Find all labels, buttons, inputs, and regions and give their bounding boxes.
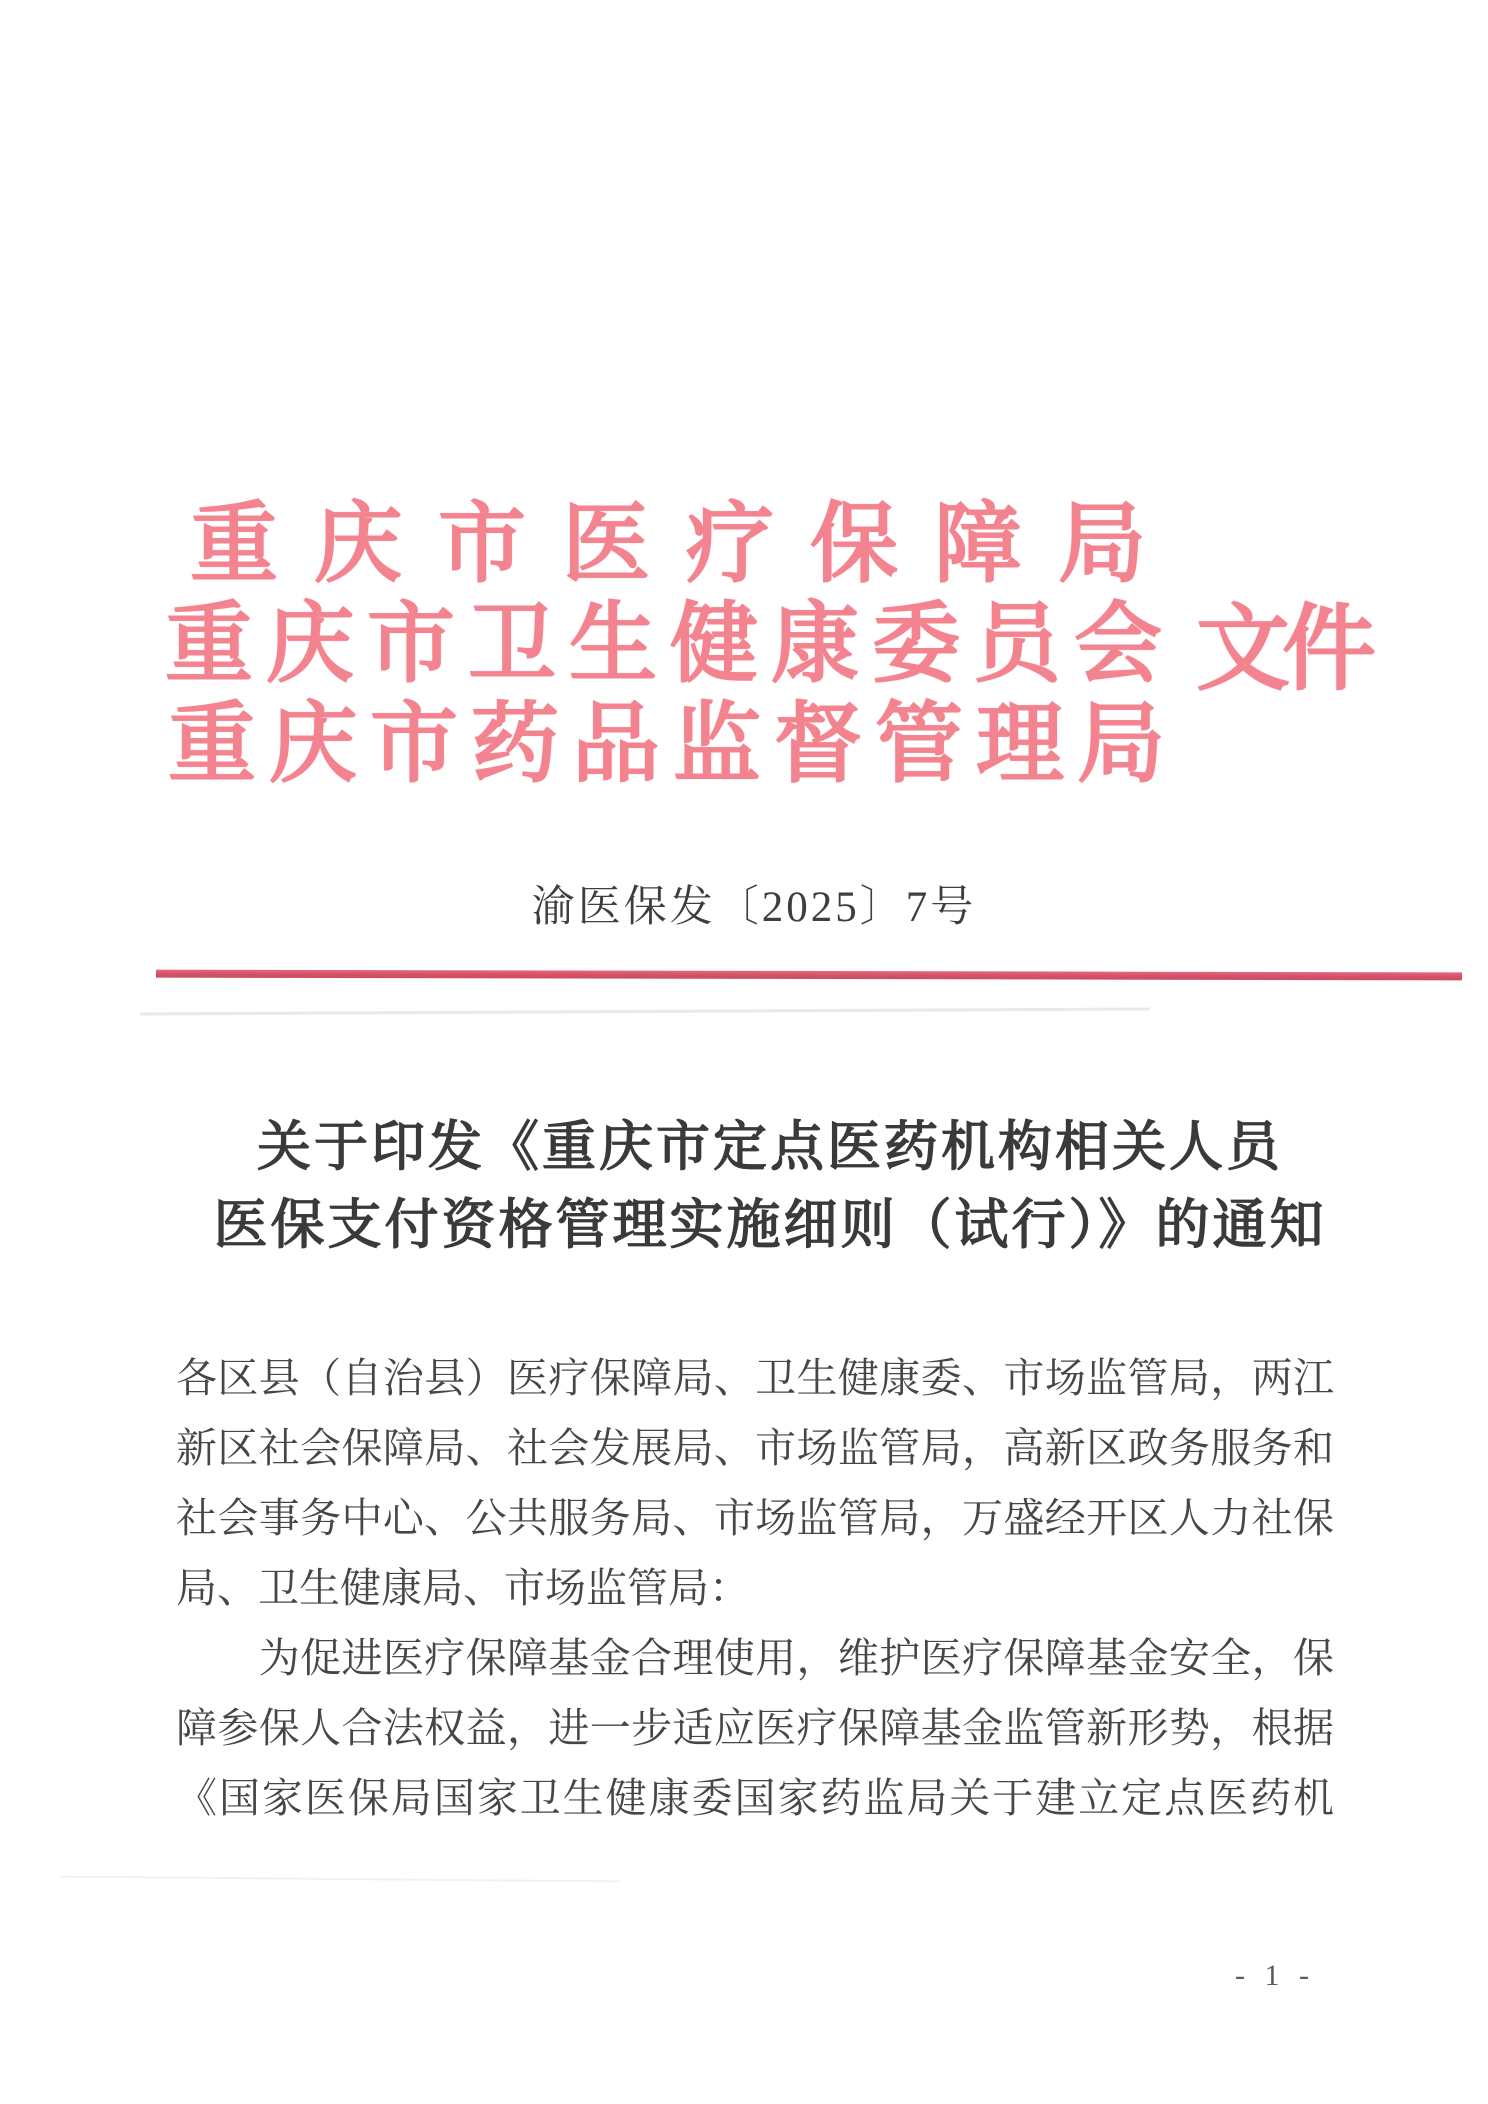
- document-body: [176, 1343, 1334, 1833]
- letterhead-agency-2: 重庆市卫生健康委员会: [165, 597, 1176, 694]
- body-line-4: 局、卫生健康局、市场监管局：: [176, 1565, 750, 1611]
- body-line-1: 各区县（自治县）医疗保障局、卫生健康委、市场监管局，两江: [176, 1355, 1334, 1401]
- letterhead-document-word: 文件: [1196, 598, 1369, 702]
- scan-artifact-line-2: [60, 1876, 620, 1883]
- body-line-7: 《国家医保局国家卫生健康委国家药监局关于建立定点医药机: [176, 1775, 1334, 1821]
- document-reference-number: 渝医保发〔2025〕7号: [531, 884, 977, 931]
- body-line-6: 障参保人合法权益，进一步适应医疗保障基金监管新形势，根据: [176, 1705, 1334, 1751]
- body-line-2: 新区社会保障局、社会发展局、市场监管局，高新区政务服务和: [176, 1425, 1334, 1471]
- document-title: [55, 1108, 1485, 1264]
- scan-artifact-line: [140, 1008, 1150, 1016]
- letterhead-agency-3: 重庆市药品监督管理局: [168, 697, 1179, 794]
- page-number: - 1 -: [1235, 1959, 1315, 1992]
- letterhead-agency-1: 重庆市医疗保障局: [190, 497, 1183, 594]
- body-line-5: 为促进医疗保障基金合理使用，维护医疗保障基金安全，保: [176, 1635, 1334, 1681]
- document-title-line-2: 医保支付资格管理实施细则（试行）》的通知: [213, 1195, 1327, 1255]
- document-title-line-1: 关于印发《重庆市定点医药机构相关人员: [257, 1117, 1283, 1177]
- body-line-3: 社会事务中心、公共服务局、市场监管局，万盛经开区人力社保: [176, 1495, 1334, 1541]
- red-divider-line: [156, 970, 1462, 981]
